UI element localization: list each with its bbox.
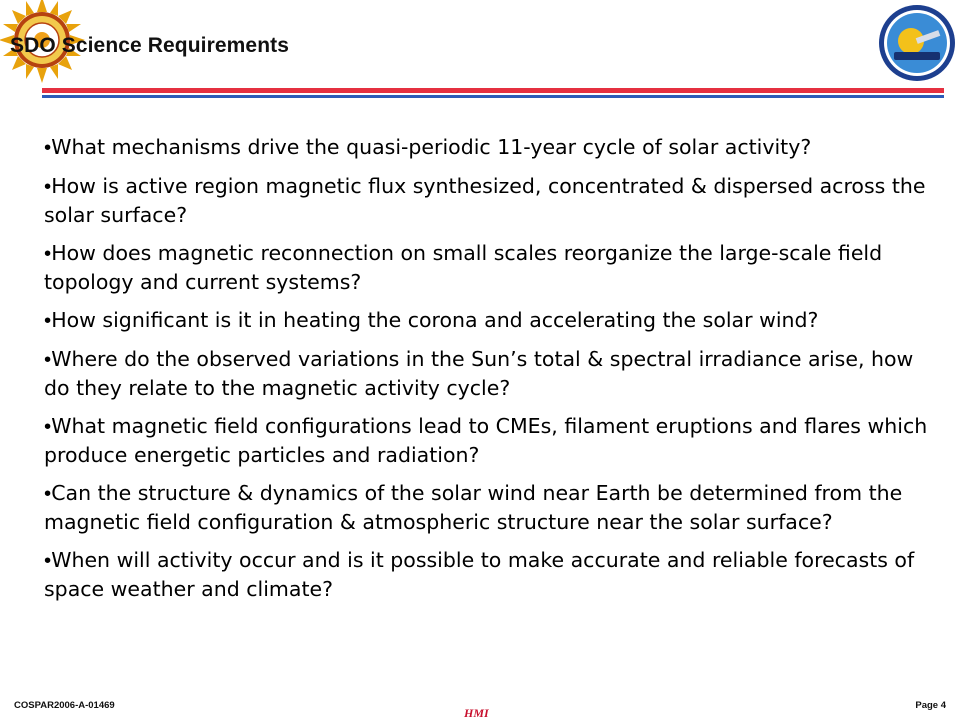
bullet-marker: • xyxy=(44,136,52,159)
bullet-marker: • xyxy=(44,415,52,438)
bullet-4 xyxy=(44,306,944,335)
bullet-3 xyxy=(44,239,944,296)
bullet-text: Where do the observed variations in the Sun’s total & spectral irradiance arise, how do they relate to the magnetic activity cycle? xyxy=(44,347,914,400)
bullet-text: What mechanisms drive the quasi-periodic 11-year cycle of solar activity? xyxy=(51,135,812,159)
bullet-marker: • xyxy=(44,348,52,371)
bullet-marker: • xyxy=(44,242,52,265)
bullet-text: When will activity occur and is it possible to make accurate and reliable forecasts of space weather and climate? xyxy=(44,548,915,601)
bullet-text: How is active region magnetic flux synthesized, concentrated & dispersed across the solar surface? xyxy=(44,174,926,227)
footer-document-id: COSPAR2006-A-01469 xyxy=(14,700,115,711)
bullet-marker: • xyxy=(44,175,52,198)
title-divider xyxy=(42,86,944,102)
bullet-8 xyxy=(44,546,944,603)
bullet-1 xyxy=(44,133,944,162)
bullet-text: How does magnetic reconnection on small scales reorganize the large-scale field topology and current systems? xyxy=(44,241,883,294)
bullet-text: Can the structure & dynamics of the solar wind near Earth be determined from the magnetic field configuration & atmospheric structure near the solar surface? xyxy=(44,481,903,534)
bullet-marker: • xyxy=(44,482,52,505)
bullet-marker: • xyxy=(44,549,52,572)
bullet-5 xyxy=(44,345,944,402)
page-title: SDO Science Requirements xyxy=(10,34,289,57)
bullet-2 xyxy=(44,172,944,229)
requirements-list xyxy=(44,133,944,613)
bullet-6 xyxy=(44,412,944,469)
solar-dynamics-observatory-patch-icon xyxy=(878,4,956,82)
footer-page-number: Page 4 xyxy=(915,700,946,711)
bullet-marker: • xyxy=(44,309,52,332)
bullet-text: How significant is it in heating the corona and accelerating the solar wind? xyxy=(51,308,819,332)
bullet-text: What magnetic field configurations lead to CMEs, filament eruptions and flares which produce energetic particles and radiation? xyxy=(44,414,928,467)
footer-hmi-label: HMI xyxy=(464,706,489,720)
bullet-7 xyxy=(44,479,944,536)
